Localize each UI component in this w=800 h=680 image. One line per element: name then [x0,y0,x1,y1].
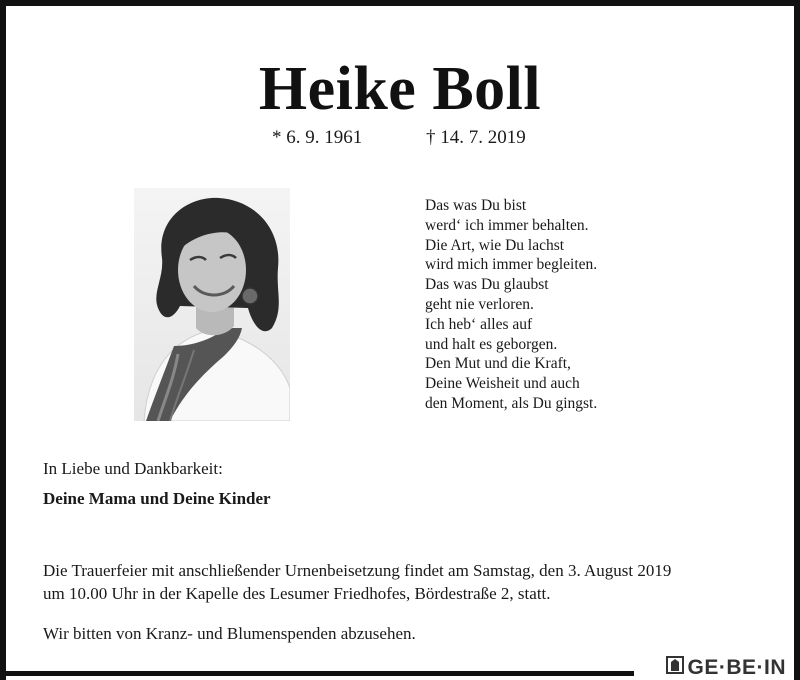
ceremony-line: Die Trauerfeier mit anschließender Urnenbeisetzung findet am Samstag, den 3. August 2019 [43,561,672,580]
poem-line: und halt es geborgen. [425,335,558,353]
poem-line: werd‘ ich immer behalten. [425,216,589,234]
bottom-divider [6,671,634,676]
closing-phrase: In Liebe und Dankbarkeit: [43,459,223,478]
poem-line: Ich heb‘ alles auf [425,315,533,333]
portrait-photo [134,188,290,421]
ceremony-details [43,559,671,605]
deceased-name: Heike Boll [258,55,542,123]
poem-line: Das was Du bist [425,197,527,214]
ceremony-line: um 10.00 Uhr in der Kapelle des Lesumer Friedhofes, Bördestraße 2, statt. [43,584,551,603]
donation-request: Wir bitten von Kranz- und Blumenspenden abzusehen. [43,624,416,643]
poem-line: geht nie verloren. [425,295,534,313]
poem-line: wird mich immer begleiten. [425,256,598,274]
gebein-logo [666,656,787,680]
poem-line: Deine Weisheit und auch [425,375,580,393]
gebein-logo-mark-icon [666,656,684,680]
poem-line: Das was Du glaubst [425,276,549,294]
poem-line: Die Art, wie Du lachst [425,236,565,254]
poem-line: den Moment, als Du gingst. [425,394,598,412]
logo-text: GE·BE·IN [687,656,786,679]
memorial-poem [425,196,597,414]
poem-line: Den Mut und die Kraft, [425,355,571,373]
birth-date: * 6. 9. 1961 [272,127,363,148]
mourners-signature: Deine Mama und Deine Kinder [43,489,271,508]
death-date: † 14. 7. 2019 [426,127,526,148]
